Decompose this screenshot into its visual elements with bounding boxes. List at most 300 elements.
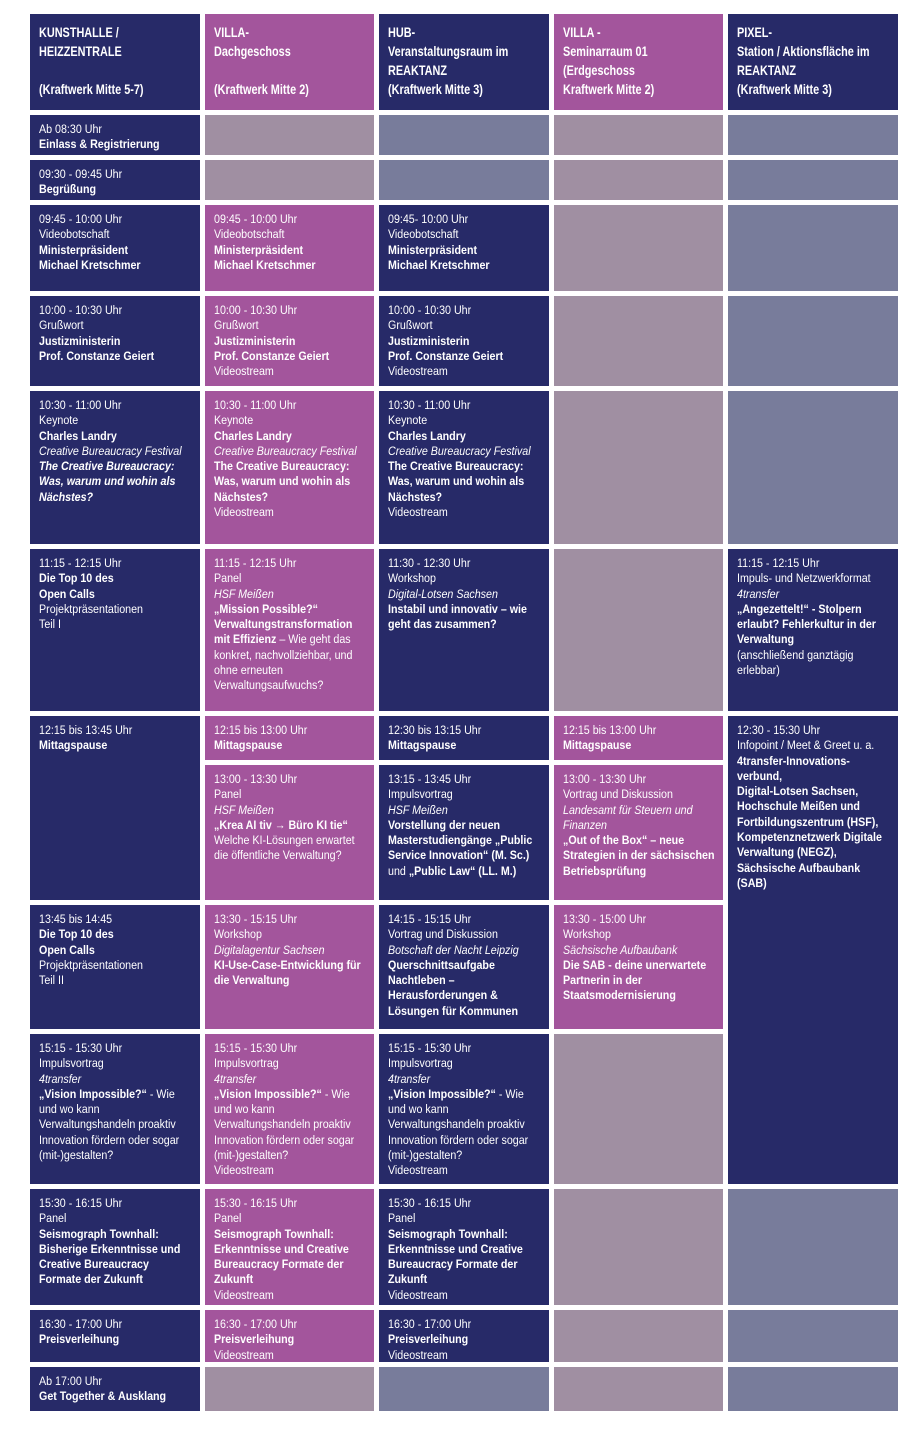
text-segment: Creative Bureaucracy Festival <box>39 443 182 458</box>
event-cell <box>30 296 200 386</box>
text-segment: Seismograph Townhall: Erkenntnisse und Creative Bureaucracy Formate der Zukunft <box>213 1226 349 1287</box>
event-text-line <box>39 1072 192 1087</box>
event-text-line <box>388 398 541 413</box>
text-segment: „Out of the Box“ – neue Strategien in der sächsischen Betriebsprüfung <box>562 833 715 878</box>
text-segment: Infopoint / Meet & Greet u. a. <box>737 738 875 753</box>
event-text-line <box>214 212 367 227</box>
event-cell <box>30 1367 200 1411</box>
event-text-line <box>388 303 541 318</box>
event-text-line <box>39 1056 192 1071</box>
text-segment: Michael Kretschmer <box>213 257 316 272</box>
text-segment: Videostream <box>213 364 274 379</box>
event-text-line <box>388 429 541 444</box>
text-segment: Videostream <box>388 364 449 379</box>
column-header-kunsthalle-heizzentrale <box>30 14 200 110</box>
event-text-line <box>39 459 192 505</box>
text-segment: Projektpräsentationen <box>39 601 143 616</box>
event-cell <box>728 549 898 711</box>
text-segment: Teil I <box>39 617 61 632</box>
event-text-line <box>214 927 367 942</box>
text-segment: Die SAB - deine unerwartete Partnerin in der Staatsmodernisierung <box>562 957 706 1003</box>
text-segment: Open Calls <box>39 586 95 601</box>
event-text-line <box>737 861 890 892</box>
text-segment: (anschließend ganztägig erlebbar) <box>737 647 854 678</box>
event-text-line <box>39 258 192 273</box>
header-line <box>214 61 367 80</box>
text-segment: Mittagspause <box>213 738 282 753</box>
header-line: (Kraftwerk Mitte 3) <box>737 82 833 97</box>
event-text-line <box>214 556 367 571</box>
event-text-line <box>214 723 367 738</box>
event-text-line <box>388 1072 541 1087</box>
text-segment: Michael Kretschmer <box>39 257 141 272</box>
event-cell <box>379 1310 549 1362</box>
event-cell <box>205 1034 375 1184</box>
empty-slot-cell <box>205 160 375 200</box>
event-text-line <box>214 227 367 242</box>
text-segment: „Angezettelt!“ - Stolpern erlaubt? Fehlerkultur in der Verwaltung <box>737 601 877 647</box>
event-text-line <box>39 227 192 242</box>
event-text-line <box>214 587 367 602</box>
event-text-line <box>388 212 541 227</box>
event-text-line <box>737 556 890 571</box>
event-text-line <box>737 723 890 738</box>
event-text-line <box>214 1348 367 1362</box>
text-segment: Impuls- und Netzwerkformat <box>737 571 872 586</box>
event-text-line <box>388 227 541 242</box>
event-text-line <box>563 912 716 927</box>
event-text-line <box>563 803 716 834</box>
event-text-line <box>39 398 192 413</box>
text-segment: Hochschule Meißen und Fortbildungszentrum (HSF), <box>737 799 879 829</box>
event-text-line <box>388 927 541 942</box>
text-segment: 12:30 bis 13:15 Uhr <box>388 723 482 737</box>
event-text-line <box>39 303 192 318</box>
event-cell <box>554 716 724 760</box>
text-segment: Workshop <box>213 927 262 942</box>
text-segment: Ab 17:00 Uhr <box>39 1374 102 1388</box>
text-segment: Prof. Constanze Geiert <box>213 348 329 363</box>
event-text-line <box>39 212 192 227</box>
event-cell <box>379 716 549 760</box>
event-text-line <box>39 1211 192 1226</box>
event-cell <box>379 905 549 1029</box>
event-text-line <box>388 1348 541 1362</box>
event-cell <box>205 1310 375 1362</box>
empty-slot-cell <box>728 115 898 155</box>
text-segment: HSF Meißen <box>213 802 274 817</box>
text-segment: 13:15 - 13:45 Uhr <box>388 772 472 786</box>
text-segment: Digital-Lotsen Sachsen <box>388 586 499 601</box>
text-segment: Michael Kretschmer <box>388 257 490 272</box>
event-text-line <box>388 738 541 753</box>
event-text-line <box>39 958 192 973</box>
event-cell <box>379 296 549 386</box>
event-text-line <box>39 571 192 586</box>
event-text-line <box>388 1211 541 1226</box>
event-cell <box>205 1189 375 1305</box>
event-text-line <box>214 334 367 349</box>
event-text-line <box>214 1196 367 1211</box>
event-text-line <box>214 833 367 864</box>
text-segment: 13:45 bis 14:45 <box>39 912 113 926</box>
event-text-line <box>214 787 367 802</box>
event-text-line <box>214 803 367 818</box>
text-segment: Mittagspause <box>39 738 108 753</box>
empty-slot-cell <box>554 1189 724 1305</box>
text-segment: 4transfer <box>39 1071 82 1086</box>
text-segment: Get Together & Ausklang <box>39 1389 167 1404</box>
empty-slot-cell <box>728 1367 898 1411</box>
text-segment: Panel <box>213 571 241 586</box>
text-segment: 12:15 bis 13:45 Uhr <box>39 723 133 737</box>
text-segment: - Wie und wo kann Verwaltungshandeln proaktiv Innovation fördern oder sogar (mit-)gestalten? <box>39 1086 180 1163</box>
text-segment: 10:30 - 11:00 Uhr <box>39 398 122 412</box>
empty-slot-cell <box>728 1189 898 1305</box>
empty-slot-cell <box>554 1034 724 1184</box>
text-segment: Projektpräsentationen <box>39 957 143 972</box>
text-segment: Querschnittsaufgabe Nachtleben – Herausforderungen & Lösungen für Kommunen <box>388 957 519 1018</box>
text-segment: Prof. Constanze Geiert <box>39 348 155 363</box>
text-segment: Charles Landry <box>39 428 117 443</box>
text-segment: Preisverleihung <box>213 1332 294 1347</box>
event-text-line <box>388 1332 541 1347</box>
event-text-line <box>388 444 541 459</box>
event-text-line <box>39 413 192 428</box>
text-segment: Panel <box>213 1211 241 1226</box>
text-segment: Videobotschaft <box>39 227 110 242</box>
text-segment: Videostream <box>388 1347 449 1362</box>
empty-slot-cell <box>554 205 724 291</box>
empty-slot-cell <box>728 391 898 544</box>
text-segment: Videostream <box>213 505 274 520</box>
text-segment: 12:30 - 15:30 Uhr <box>737 723 821 737</box>
column-header-hub-veranstaltungsraum-reaktanz <box>379 14 549 110</box>
header-line <box>39 61 192 80</box>
text-segment: HSF Meißen <box>213 586 274 601</box>
event-text-line <box>388 413 541 428</box>
text-segment: Grußwort <box>39 318 84 333</box>
text-segment: Begrüßung <box>39 182 97 197</box>
event-text-line <box>388 505 541 520</box>
text-segment: KI-Use-Case-Entwicklung für die Verwaltung <box>213 957 361 988</box>
event-cell <box>205 716 375 760</box>
text-segment: Impulsvortrag <box>39 1056 104 1071</box>
text-segment: Ministerpräsident <box>213 242 303 257</box>
text-segment: 09:45 - 10:00 Uhr <box>213 212 297 226</box>
header-line: KUNSTHALLE / <box>39 25 119 40</box>
header-line: HUB- <box>388 25 416 40</box>
text-segment: 16:30 - 17:00 Uhr <box>39 1317 123 1331</box>
text-segment: verbund, <box>737 768 783 783</box>
event-text-line <box>39 1317 192 1332</box>
event-cell <box>30 205 200 291</box>
event-text-line <box>388 364 541 379</box>
text-segment: Impulsvortrag <box>388 1056 453 1071</box>
event-text-line <box>563 943 716 958</box>
header-line: Station / Aktionsfläche im <box>737 44 870 59</box>
text-segment: - Wie und wo kann Verwaltungshandeln proaktiv Innovation fördern oder sogar (mit-)gestalten? <box>388 1086 529 1163</box>
text-segment: 10:00 - 10:30 Uhr <box>213 303 297 317</box>
event-cell <box>30 115 200 155</box>
event-text-line <box>388 318 541 333</box>
empty-slot-cell <box>379 160 549 200</box>
header-line: (Kraftwerk Mitte 3) <box>388 82 484 97</box>
event-text-line <box>563 787 716 802</box>
text-segment: Impulsvortrag <box>388 787 453 802</box>
text-segment: Sächsische Aufbaubank (SAB) <box>737 860 861 890</box>
event-cell <box>205 905 375 1029</box>
event-text-line <box>388 1087 541 1163</box>
text-segment: Videostream <box>213 1347 274 1362</box>
text-segment: 13:00 - 13:30 Uhr <box>213 772 297 786</box>
text-segment: Mittagspause <box>562 738 632 753</box>
event-text-line <box>214 243 367 258</box>
text-segment: 10:30 - 11:00 Uhr <box>213 398 296 412</box>
header-line: (Kraftwerk Mitte 2) <box>213 82 309 97</box>
header-line: VILLA- <box>213 25 249 40</box>
event-text-line <box>388 1041 541 1056</box>
event-text-line <box>214 364 367 379</box>
text-segment: Digital-Lotsen Sachsen, <box>737 784 859 799</box>
event-text-line <box>563 772 716 787</box>
text-segment: und <box>388 863 410 878</box>
header-line: Dachgeschoss <box>213 44 291 59</box>
empty-slot-cell <box>728 1310 898 1362</box>
event-text-line <box>39 137 192 152</box>
event-text-line <box>39 1374 192 1389</box>
event-text-line <box>737 754 890 769</box>
event-text-line <box>39 444 192 459</box>
text-segment: Videostream <box>213 1163 274 1178</box>
header-line: Seminarraum 01 <box>562 44 648 59</box>
header-line: REAKTANZ <box>737 63 797 78</box>
empty-slot-cell <box>205 1367 375 1411</box>
event-text-line <box>388 818 541 879</box>
text-segment: The Creative Bureaucracy: Was, warum und wohin als Nächstes? <box>213 459 350 504</box>
event-text-line <box>39 927 192 942</box>
text-segment: „Mission Possible?“ Verwaltungstransformation mit Effizienz <box>213 601 352 647</box>
event-text-line <box>388 258 541 273</box>
event-text-line <box>39 429 192 444</box>
event-cell <box>728 716 898 1184</box>
event-text-line <box>214 818 367 833</box>
event-cell <box>379 1034 549 1184</box>
text-segment: 13:30 - 15:15 Uhr <box>213 912 297 926</box>
text-segment: Mittagspause <box>388 738 457 753</box>
text-segment: 10:00 - 10:30 Uhr <box>388 303 472 317</box>
event-text-line <box>214 1317 367 1332</box>
text-segment: 13:30 - 15:00 Uhr <box>562 912 646 926</box>
event-text-line <box>39 1227 192 1288</box>
text-segment: Keynote <box>388 413 428 428</box>
event-text-line <box>737 769 890 784</box>
event-cell <box>30 160 200 200</box>
text-segment: „Vision Impossible?“ <box>388 1086 497 1101</box>
event-text-line <box>388 1227 541 1288</box>
event-text-line <box>214 602 367 694</box>
text-segment: 15:15 - 15:30 Uhr <box>39 1041 123 1055</box>
event-text-line <box>737 830 890 861</box>
event-text-line <box>214 318 367 333</box>
text-segment: Sächsische Aufbaubank <box>562 942 678 957</box>
event-text-line <box>39 738 192 753</box>
empty-slot-cell <box>554 160 724 200</box>
text-segment: Einlass & Registrierung <box>39 137 160 152</box>
event-text-line <box>388 943 541 958</box>
text-segment: Panel <box>388 1211 416 1226</box>
event-text-line <box>388 349 541 364</box>
event-text-line <box>39 617 192 632</box>
empty-slot-cell <box>554 1310 724 1362</box>
schedule-grid <box>30 14 898 1411</box>
event-text-line <box>39 587 192 602</box>
event-cell <box>554 905 724 1029</box>
text-segment: Justizministerin <box>213 333 295 348</box>
event-text-line <box>214 738 367 753</box>
text-segment: Videostream <box>213 1287 274 1302</box>
event-text-line <box>214 1072 367 1087</box>
event-text-line <box>214 413 367 428</box>
text-segment: Vortrag und Diskussion <box>388 927 499 942</box>
empty-slot-cell <box>728 205 898 291</box>
text-segment: Prof. Constanze Geiert <box>388 348 504 363</box>
event-text-line <box>388 912 541 927</box>
text-segment: Workshop <box>562 927 611 942</box>
empty-slot-cell <box>379 115 549 155</box>
event-cell <box>379 765 549 900</box>
event-cell <box>554 765 724 900</box>
event-cell <box>30 1034 200 1184</box>
text-segment: - Wie und wo kann Verwaltungshandeln proaktiv Innovation fördern oder sogar (mit-)gestalten? <box>213 1086 354 1163</box>
event-text-line <box>39 556 192 571</box>
text-segment: Seismograph Townhall: Erkenntnisse und Creative Bureaucracy Formate der Zukunft <box>388 1226 524 1287</box>
event-text-line <box>388 803 541 818</box>
text-segment: Justizministerin <box>39 333 121 348</box>
event-text-line <box>214 1041 367 1056</box>
event-text-line <box>214 459 367 505</box>
text-segment: Open Calls <box>39 942 95 957</box>
text-segment: Panel <box>213 787 241 802</box>
text-segment: 15:30 - 16:15 Uhr <box>388 1196 472 1210</box>
text-segment: 11:15 - 12:15 Uhr <box>737 556 820 570</box>
event-text-line <box>39 973 192 988</box>
empty-slot-cell <box>554 391 724 544</box>
event-text-line <box>39 943 192 958</box>
event-text-line <box>39 723 192 738</box>
text-segment: Seismograph Townhall: Bisherige Erkenntnisse und Creative Bureaucracy Formate der Zukunft <box>39 1226 181 1287</box>
event-text-line <box>388 1056 541 1071</box>
event-text-line <box>39 349 192 364</box>
event-text-line <box>39 912 192 927</box>
text-segment: Botschaft der Nacht Leipzig <box>388 942 519 957</box>
text-segment: „Krea AI tiv → Büro KI tie“ <box>213 817 348 832</box>
text-segment: 11:15 - 12:15 Uhr <box>39 556 122 570</box>
text-segment: HSF Meißen <box>388 802 448 817</box>
text-segment: Keynote <box>39 413 79 428</box>
text-segment: „Public Law“ (LL. M.) <box>409 863 517 878</box>
text-segment: Instabil und innovativ – wie geht das zusammen? <box>388 601 528 632</box>
event-text-line <box>214 303 367 318</box>
event-text-line <box>39 334 192 349</box>
empty-slot-cell <box>728 160 898 200</box>
header-line: Veranstaltungsraum im <box>388 44 509 59</box>
event-text-line <box>39 243 192 258</box>
text-segment: Ab 08:30 Uhr <box>39 122 102 136</box>
event-text-line <box>214 772 367 787</box>
text-segment: 15:15 - 15:30 Uhr <box>213 1041 297 1055</box>
text-segment: 12:15 bis 13:00 Uhr <box>562 723 657 737</box>
text-segment: 09:45- 10:00 Uhr <box>388 212 469 226</box>
text-segment: 14:15 - 15:15 Uhr <box>388 912 472 926</box>
text-segment: Charles Landry <box>213 428 292 443</box>
event-text-line <box>737 587 890 602</box>
text-segment: Die Top 10 des <box>39 571 114 586</box>
text-segment: Keynote <box>213 413 253 428</box>
event-text-line <box>563 927 716 942</box>
event-text-line <box>388 243 541 258</box>
event-cell <box>30 391 200 544</box>
header-line: PIXEL- <box>737 25 773 40</box>
text-segment: „Vision Impossible?“ <box>213 1086 322 1101</box>
empty-slot-cell <box>554 1367 724 1411</box>
event-text-line <box>214 505 367 520</box>
event-text-line <box>39 1087 192 1163</box>
text-segment: Die Top 10 des <box>39 927 114 942</box>
event-text-line <box>388 587 541 602</box>
text-segment: The Creative Bureaucracy: Was, warum und wohin als Nächstes? <box>39 459 176 504</box>
event-text-line <box>214 429 367 444</box>
text-segment: 4transfer-Innovations- <box>737 753 851 768</box>
text-segment: 09:30 - 09:45 Uhr <box>39 167 123 181</box>
header-line: VILLA - <box>562 25 601 40</box>
event-text-line <box>737 799 890 830</box>
text-segment: 4transfer <box>213 1071 256 1086</box>
text-segment: Creative Bureaucracy Festival <box>213 443 357 458</box>
event-text-line <box>214 1163 367 1178</box>
text-segment: Ministerpräsident <box>39 242 129 257</box>
event-text-line <box>214 1056 367 1071</box>
event-text-line <box>214 912 367 927</box>
event-cell <box>30 1310 200 1362</box>
event-text-line <box>39 1196 192 1211</box>
event-text-line <box>388 787 541 802</box>
text-segment: Digitalagentur Sachsen <box>213 942 325 957</box>
text-segment: 11:15 - 12:15 Uhr <box>213 556 296 570</box>
event-cell <box>30 905 200 1029</box>
text-segment: 15:30 - 16:15 Uhr <box>213 1196 297 1210</box>
text-segment: 15:15 - 15:30 Uhr <box>388 1041 472 1055</box>
event-text-line <box>214 1227 367 1288</box>
event-text-line <box>214 349 367 364</box>
text-segment: Videobotschaft <box>388 227 459 242</box>
text-segment: 16:30 - 17:00 Uhr <box>388 1317 472 1331</box>
event-cell <box>30 716 200 900</box>
column-header-villa-dachgeschoss <box>205 14 375 110</box>
event-cell <box>379 205 549 291</box>
text-segment: „Vision Impossible?“ <box>39 1086 147 1101</box>
event-text-line <box>388 556 541 571</box>
event-text-line <box>214 1087 367 1163</box>
text-segment: Preisverleihung <box>388 1332 469 1347</box>
header-line: Kraftwerk Mitte 2) <box>562 82 655 97</box>
text-segment: Vortrag und Diskussion <box>562 787 673 802</box>
text-segment: Vorstellung der neuen Masterstudiengänge „Public Service Innovation“ (M. Sc.) <box>388 817 533 863</box>
text-segment: 4transfer <box>388 1071 431 1086</box>
event-text-line <box>214 943 367 958</box>
text-segment: 4transfer <box>737 586 780 601</box>
header-line: HEIZZENTRALE <box>39 44 122 59</box>
